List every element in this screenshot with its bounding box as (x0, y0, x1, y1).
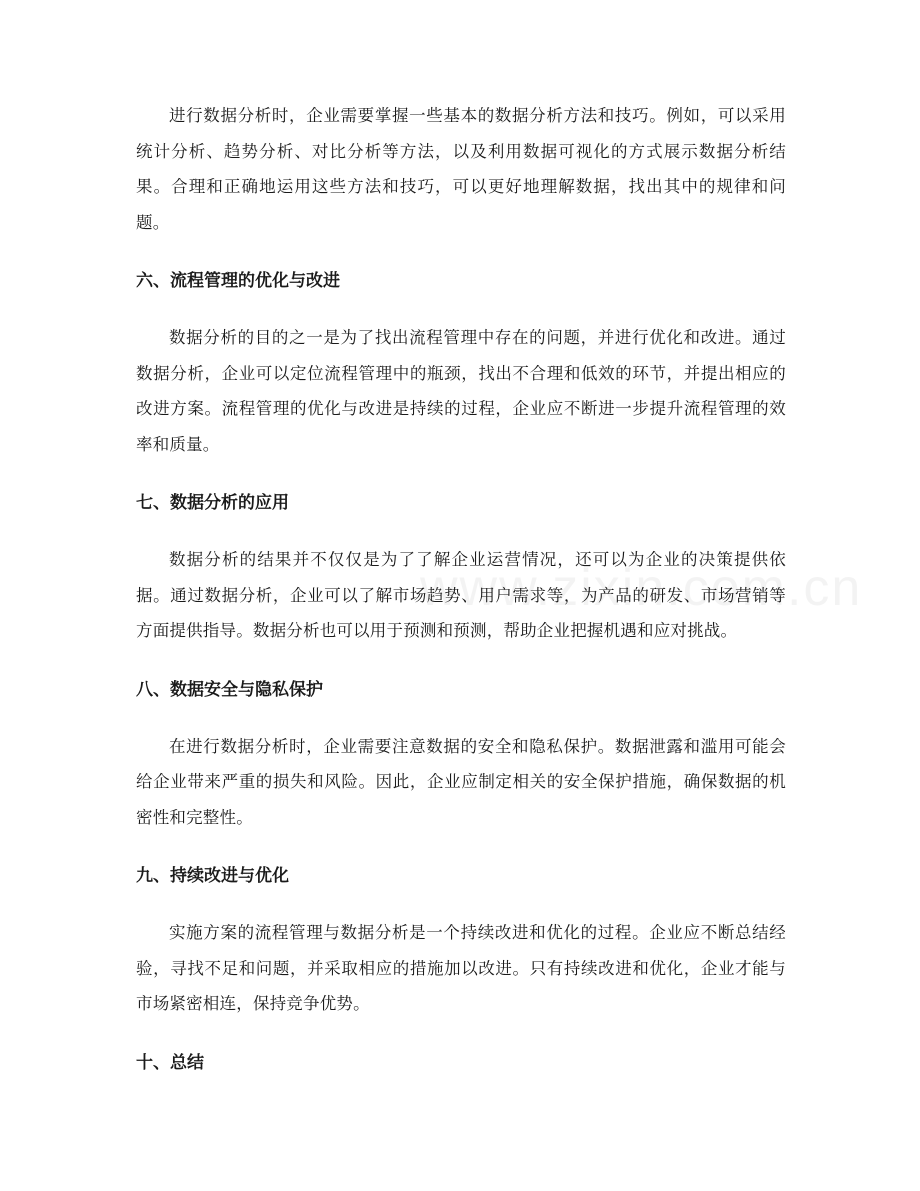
section-paragraph-7: 数据分析的结果并不仅仅是为了了解企业运营情况，还可以为企业的决策提供依据。通过数据分析，企业可以了解市场趋势、用户需求等，为产品的研发、市场营销等方面提供指导。数据分析也可以用于预测和预测，帮助企业把握机遇和应对挑战。 (136, 550, 786, 640)
section-heading-9: 九、持续改进与优化 (136, 866, 289, 886)
section-heading-10: 十、总结 (136, 1052, 204, 1073)
section-heading-7: 七、数据分析的应用 (136, 493, 289, 513)
intro-paragraph: 进行数据分析时，企业需要掌握一些基本的数据分析方法和技巧。例如，可以采用统计分析、趋势分析、对比分析等方法，以及利用数据可视化的方式展示数据分析结果。合理和正确地运用这些方法和技巧，可以更好地理解数据，找出其中的规律和问题。 (136, 106, 786, 232)
section-paragraph-9: 实施方案的流程管理与数据分析是一个持续改进和优化的过程。企业应不断总结经验，寻找不足和问题，并采取相应的措施加以改进。只有持续改进和优化，企业才能与市场紧密相连，保持竞争优势。 (136, 923, 786, 1013)
section-paragraph-8: 在进行数据分析时，企业需要注意数据的安全和隐私保护。数据泄露和滥用可能会给企业带来严重的损失和风险。因此，企业应制定相关的安全保护措施，确保数据的机密性和完整性。 (136, 736, 786, 827)
section-heading-6: 六、流程管理的优化与改进 (136, 271, 340, 291)
document-body (136, 98, 786, 1081)
section-paragraph-6: 数据分析的目的之一是为了找出流程管理中存在的问题，并进行优化和改进。通过数据分析，企业可以定位流程管理中的瓶颈，找出不合理和低效的环节，并提出相应的改进方案。流程管理的优化与改进是持续的过程，企业应不断进一步提升流程管理的效率和质量。 (136, 328, 786, 454)
section-heading-8: 八、数据安全与隐私保护 (136, 679, 323, 700)
